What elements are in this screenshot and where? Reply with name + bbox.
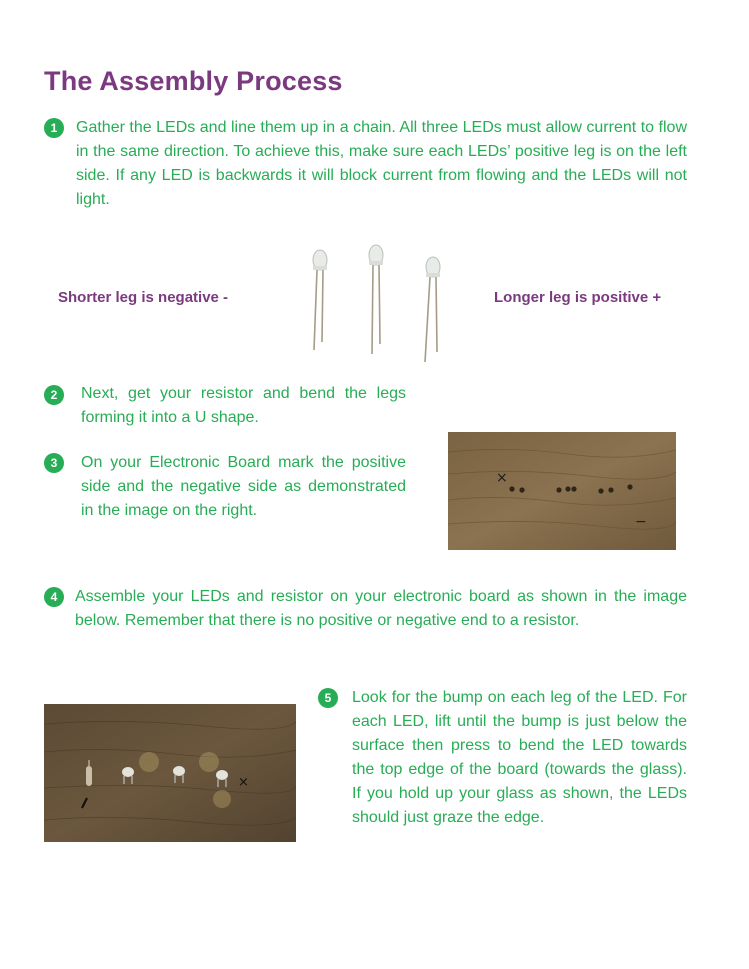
- step-2-badge: 2: [44, 385, 64, 405]
- led-1: [313, 250, 327, 350]
- leds-photo: [300, 240, 450, 364]
- negative-leg-label: Shorter leg is negative -: [58, 289, 229, 306]
- page-title: The Assembly Process: [44, 66, 343, 96]
- positive-leg-label: Longer leg is positive +: [494, 289, 662, 306]
- led-2: [369, 245, 383, 354]
- step-1-text: Gather the LEDs and line them up in a chain. All three LEDs must allow current to flow in the same direction. To achieve this, make sure each LEDs’ positive leg is on the left side. If any LED is backwards it will block current from flowing and the LEDs will not light.: [76, 119, 687, 208]
- step-3-text: On your Electronic Board mark the positive side and the negative side as demonstrated in the image on the right.: [81, 454, 406, 519]
- board-minus-mark: −: [635, 514, 647, 530]
- board-plus-mark: ×: [496, 470, 508, 486]
- step-3-badge: 3: [44, 453, 64, 473]
- step-1-badge: 1: [44, 118, 64, 138]
- step-5-text: Look for the bump on each leg of the LED. For each LED, lift until the bump is just below the surface then press to bend the LED towards the top edge of the board (towards the glass). If you hold up your glass as shown, the LEDs should just graze the edge.: [352, 689, 687, 826]
- assembled-board-cross-mark: ×: [238, 775, 249, 790]
- step-5-badge: 5: [318, 688, 338, 708]
- step-4-badge: 4: [44, 587, 64, 607]
- step-4-text: Assemble your LEDs and resistor on your electronic board as shown in the image below. Remember that there is no positive or negative end to a resistor.: [75, 588, 687, 629]
- marked-board-photo: [448, 430, 678, 552]
- step-2-text: Next, get your resistor and bend the legs forming it into a U shape.: [81, 385, 406, 426]
- led-3: [425, 257, 440, 362]
- assembled-board-photo: [44, 704, 296, 842]
